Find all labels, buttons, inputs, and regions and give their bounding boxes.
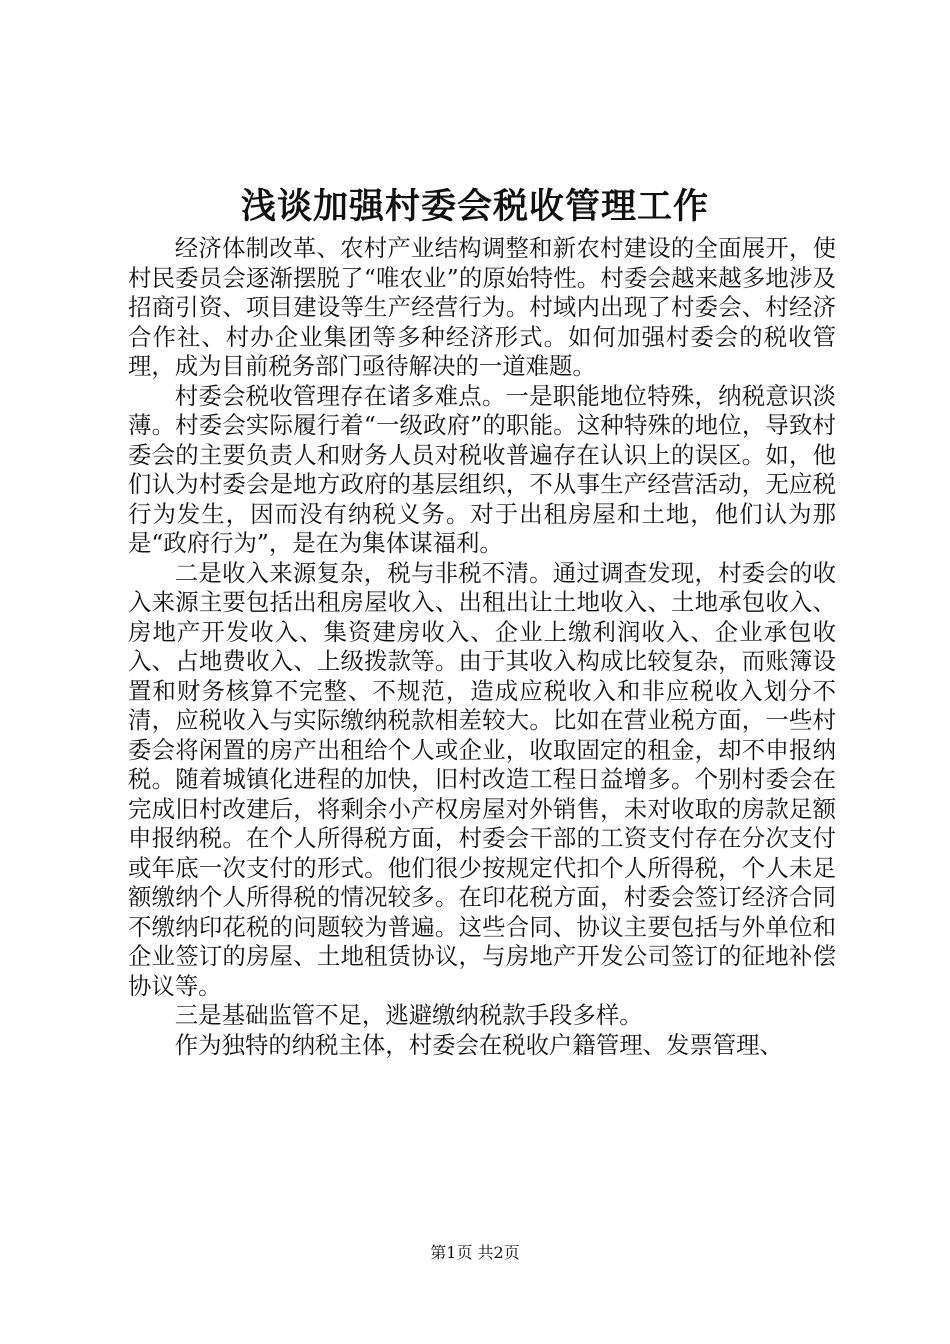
paragraph: 村委会税收管理存在诸多难点。一是职能地位特殊，纳税意识淡薄。村委会实际履行着“一级政府”的职能。这种特殊的地位，导致村委会的主要负责人和财务人员对税收普遍存在认识上的误区。如，他们认为村委会是地方政府的基层组织，不从事生产经营活动，无应税行为发生，因而没有纳税义务。对于出租房屋和土地，他们认为那是“政府行为”，是在为集体谋福利。 <box>128 381 836 557</box>
paragraph: 二是收入来源复杂，税与非税不清。通过调查发现，村委会的收入来源主要包括出租房屋收入、出租出让土地收入、土地承包收入、房地产开发收入、集资建房收入、企业上缴利润收入、企业承包收入、占地费收入、上级拨款等。由于其收入构成比较复杂，而账簿设置和财务核算不完整、不规范，造成应税收入和非应税收入划分不清，应税收入与实际缴纳税款相差较大。比如在营业税方面，一些村委会将闲置的房产出租给个人或企业，收取固定的租金，却不申报纳税。随着城镇化进程的加快，旧村改造工程日益增多。个别村委会在完成旧村改建后，将剩余小产权房屋对外销售，未对收取的房款足额申报纳税。在个人所得税方面，村委会干部的工资支付存在分次支付或年底一次支付的形式。他们很少按规定代扣个人所得税，个人未足额缴纳个人所得税的情况较多。在印花税方面，村委会签订经济合同不缴纳印花税的问题较为普遍。这些合同、协议主要包括与外单位和企业签订的房屋、土地租赁协议，与房地产开发公司签订的征地补偿协议等。 <box>128 558 836 1000</box>
document-body <box>128 234 836 1060</box>
document-title: 浅谈加强村委会税收管理工作 <box>240 186 709 227</box>
paragraph: 经济体制改革、农村产业结构调整和新农村建设的全面展开，使村民委员会逐渐摆脱了“唯农业”的原始特性。村委会越来越多地涉及招商引资、项目建设等生产经营行为。村域内出现了村委会、村经济合作社、村办企业集团等多种经济形式。如何加强村委会的税收管理，成为目前税务部门亟待解决的一道难题。 <box>128 234 836 380</box>
paragraph: 作为独特的纳税主体，村委会在税收户籍管理、发票管理、 <box>174 1030 783 1059</box>
paragraph: 三是基础监管不足，逃避缴纳税款手段多样。 <box>174 1001 643 1029</box>
page-footer: 第1页 共2页 <box>430 1243 520 1262</box>
